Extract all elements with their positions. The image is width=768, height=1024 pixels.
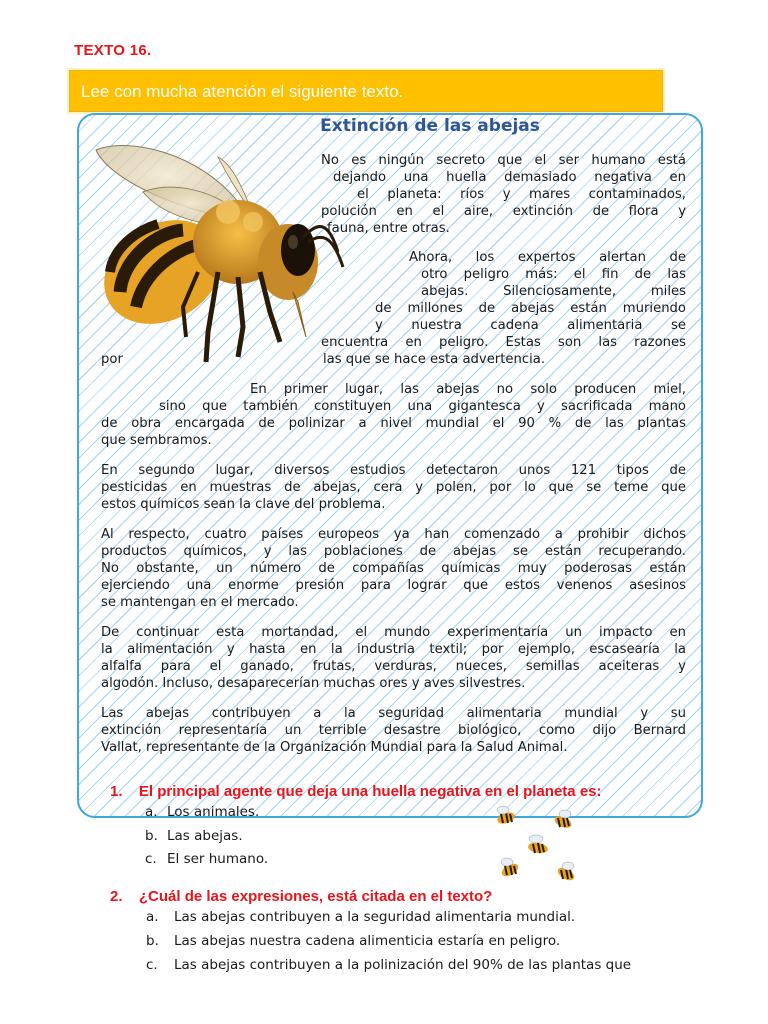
paragraph-5-line: productos químicos, y las poblaciones de abejas se están recuperando. xyxy=(101,544,686,559)
paragraph-7-line: Vallat, representante de la Organización Mundial para la Salud Animal. xyxy=(101,740,568,755)
question-1-option-b[interactable] xyxy=(145,828,243,844)
paragraph-4-line: pesticidas en muestras de abejas, cera y polen, por lo que se teme que xyxy=(101,480,686,495)
small-bees-icon xyxy=(488,800,588,895)
question-2-number: 2. xyxy=(110,888,123,905)
instruction-text: Lee con mucha atención el siguiente texto. xyxy=(81,82,404,101)
paragraph-2-line-3: abejas. Silenciosamente, miles xyxy=(421,284,686,299)
paragraph-5 xyxy=(101,526,686,611)
paragraph-1-line-5: fauna, entre otras. xyxy=(327,221,450,236)
paragraph-2-line-7: las que se hace esta advertencia. xyxy=(323,352,546,367)
option-mark: a. xyxy=(145,804,158,820)
paragraph-6 xyxy=(101,624,686,692)
paragraph-6-line: De continuar esta mortandad, el mundo experimentaría un impacto en xyxy=(101,625,686,640)
option-text: Las abejas. xyxy=(167,828,243,844)
question-2-option-a[interactable] xyxy=(146,909,575,925)
option-text: Las abejas contribuyen a la polinización del 90% de las plantas que xyxy=(174,957,632,973)
paragraph-3-line-4: que sembramos. xyxy=(101,433,212,448)
paragraph-5-line: Al respecto, cuatro países europeos ya han comenzado a prohibir dichos xyxy=(101,527,686,542)
option-text: Las abejas nuestra cadena alimenticia estaría en peligro. xyxy=(174,933,561,949)
option-mark: c. xyxy=(145,851,157,867)
option-mark: b. xyxy=(145,828,158,844)
instruction-banner xyxy=(69,70,663,112)
paragraph-3-line-1: En primer lugar, las abejas no solo producen miel, xyxy=(250,382,686,397)
paragraph-3-line-2: sino que también constituyen una gigantesca y sacrificada mano xyxy=(159,399,686,414)
article-title: Extinción de las abejas xyxy=(320,116,540,136)
option-text: El ser humano. xyxy=(167,851,269,867)
question-1-number: 1. xyxy=(110,783,123,800)
paragraph-1-line-1: No es ningún secreto que el ser humano está xyxy=(321,153,686,168)
paragraph-3-line-3: de obra encargada de polinizar a nivel mundial el 90 % de las plantas xyxy=(101,416,686,431)
question-2-text: ¿Cuál de las expresiones, está citada en el texto? xyxy=(138,888,493,905)
paragraph-2-line-1: Ahora, los expertos alertan de xyxy=(409,250,686,265)
question-1 xyxy=(110,783,602,800)
option-mark: a. xyxy=(146,909,159,925)
paragraph-2-line-6: encuentra en peligro. Estas son las razones xyxy=(321,335,686,350)
paragraph-5-line: se mantengan en el mercado. xyxy=(101,595,299,610)
paragraph-6-line: la alimentación y hasta en la industria textil; por ejemplo, escasearía la xyxy=(101,642,686,657)
option-mark: b. xyxy=(146,933,159,949)
question-2-option-b[interactable] xyxy=(146,933,560,949)
question-1-option-a[interactable] xyxy=(145,804,259,820)
paragraph-7-line: Las abejas contribuyen a la seguridad alimentaria mundial y su xyxy=(101,706,686,721)
paragraph-4 xyxy=(101,462,686,513)
paragraph-5-line: No obstante, un número de compañías químicas muy poderosas están xyxy=(101,561,686,576)
option-text: Los animales. xyxy=(167,804,260,820)
option-text: Las abejas contribuyen a la seguridad alimentaria mundial. xyxy=(174,909,576,925)
paragraph-2-line-4: de millones de abejas están muriendo xyxy=(375,301,686,316)
question-2-option-c[interactable] xyxy=(146,957,631,973)
paragraph-6-line: alfalfa para el ganado, frutas, verduras, nueces, semillas aceiteras y xyxy=(101,659,686,674)
question-2 xyxy=(110,888,492,905)
paragraph-2-por: por xyxy=(101,352,123,367)
text-number-label: TEXTO 16. xyxy=(74,42,152,59)
paragraph-2-line-2: otro peligro más: el fin de las xyxy=(421,267,686,282)
question-1-text: El principal agente que deja una huella negativa en el planeta es: xyxy=(138,783,602,800)
honeybee-illustration xyxy=(88,132,358,377)
paragraph-1-line-2: dejando una huella demasiado negativa en xyxy=(333,170,686,185)
paragraph-7 xyxy=(101,705,686,756)
option-mark: c. xyxy=(146,957,158,973)
paragraph-4-line: En segundo lugar, diversos estudios detectaron unos 121 tipos de xyxy=(101,463,686,478)
paragraph-4-line: estos químicos sean la clave del problema. xyxy=(101,497,386,512)
paragraph-5-line: ejerciendo una enorme presión para lograr que estos venenos asesinos xyxy=(101,578,686,593)
paragraph-7-line: extinción representaría un terrible desastre biológico, como dijo Bernard xyxy=(101,723,686,738)
paragraph-6-line: algodón. Incluso, desaparecerían muchas ores y aves silvestres. xyxy=(101,676,526,691)
paragraph-1-line-4: polución en el aire, extinción de flora y xyxy=(321,204,686,219)
paragraph-1-line-3: el planeta: ríos y mares contaminados, xyxy=(357,187,686,202)
question-1-option-c[interactable] xyxy=(145,851,268,867)
paragraph-2-line-5: y nuestra cadena alimentaria se xyxy=(375,318,686,333)
